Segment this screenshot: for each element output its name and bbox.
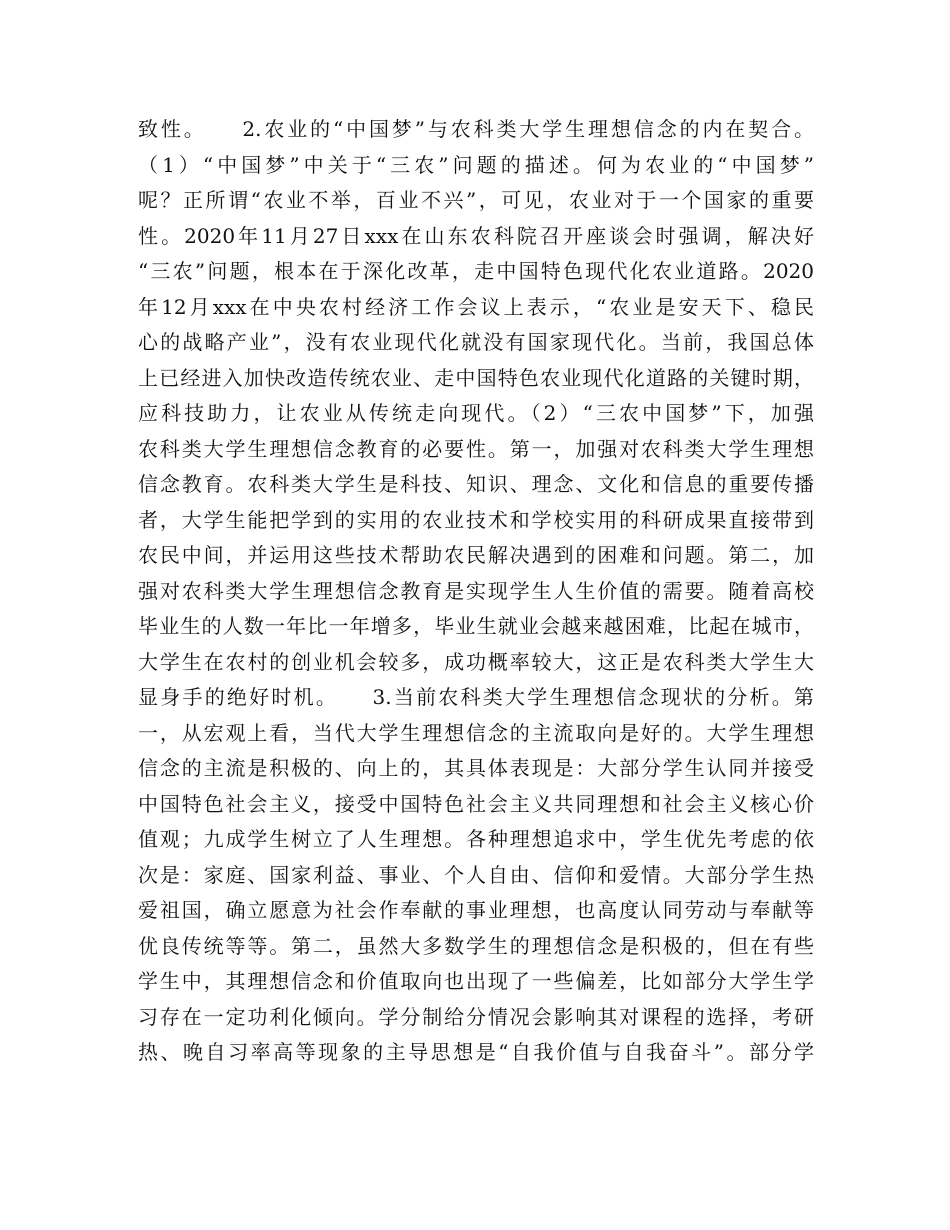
text-line: 习存在一定功利化倾向。学分制给分情况会影响其对课程的选择，考研 xyxy=(138,1004,814,1029)
text-line: 呢？正所谓“农业不举，百业不兴”，可见，农业对于一个国家的重要 xyxy=(138,188,814,212)
body-text xyxy=(138,112,814,1071)
text-line: 优良传统等等。第二，虽然大多数学生的理想信念是积极的，但在有些 xyxy=(138,933,814,958)
text-line: 性。2020年11月27日xxx在山东农科院召开座谈会时强调，解决好 xyxy=(138,223,814,248)
text-line: 热、晚自习率高等现象的主导思想是“自我价值与自我奋斗”。部分学 xyxy=(138,1040,814,1064)
text-line: 年12月xxx在中央农村经济工作会议上表示，“农业是安天下、稳民 xyxy=(138,294,814,319)
text-line: 学生中，其理想信念和价值取向也出现了一些偏差，比如部分大学生学 xyxy=(138,969,814,993)
text-line: 信念教育。农科类大学生是科技、知识、理念、文化和信息的重要传播 xyxy=(138,472,814,496)
text-line: 农科类大学生理想信念教育的必要性。第一，加强对农科类大学生理想 xyxy=(138,436,814,461)
text-line: 农民中间，并运用这些技术帮助农民解决遇到的困难和问题。第二，加 xyxy=(138,543,814,567)
text-line: 中国特色社会主义，接受中国特色社会主义共同理想和社会主义核心价 xyxy=(138,791,814,816)
text-line: 心的战略产业”，没有农业现代化就没有国家现代化。当前，我国总体 xyxy=(138,330,814,354)
text-line: 强对农科类大学生理想信念教育是实现学生人生价值的需要。随着高校 xyxy=(138,578,814,603)
text-line: 爱祖国，确立愿意为社会作奉献的事业理想，也高度认同劳动与奉献等 xyxy=(138,898,814,922)
text-line: 大学生在农村的创业机会较多，成功概率较大，这正是农科类大学生大 xyxy=(138,649,814,674)
text-line: 值观；九成学生树立了人生理想。各种理想追求中，学生优先考虑的依 xyxy=(138,827,814,851)
text-line: 次是：家庭、国家利益、事业、个人自由、信仰和爱情。大部分学生热 xyxy=(138,862,814,887)
text-line: 显身手的绝好时机。 3.当前农科类大学生理想信念现状的分析。第 xyxy=(138,685,814,709)
text-line: 应科技助力，让农业从传统走向现代。（2）“三农中国梦”下，加强 xyxy=(138,401,814,425)
text-line: 致性。 2.农业的“中国梦”与农科类大学生理想信念的内在契合。 xyxy=(138,117,814,141)
text-line: 者，大学生能把学到的实用的农业技术和学校实用的科研成果直接带到 xyxy=(138,507,814,532)
text-line: 毕业生的人数一年比一年增多，毕业生就业会越来越困难，比起在城市， xyxy=(138,614,814,638)
text-line: “三农”问题，根本在于深化改革，走中国特色现代化农业道路。2020 xyxy=(138,259,814,283)
text-line: 信念的主流是积极的、向上的，其具体表现是：大部分学生认同并接受 xyxy=(138,756,814,780)
text-line: （1）“中国梦”中关于“三农”问题的描述。何为农业的“中国梦” xyxy=(138,152,814,177)
text-line: 一，从宏观上看，当代大学生理想信念的主流取向是好的。大学生理想 xyxy=(138,720,814,745)
text-line: 上已经进入加快改造传统农业、走中国特色农业现代化道路的关键时期， xyxy=(138,365,814,390)
